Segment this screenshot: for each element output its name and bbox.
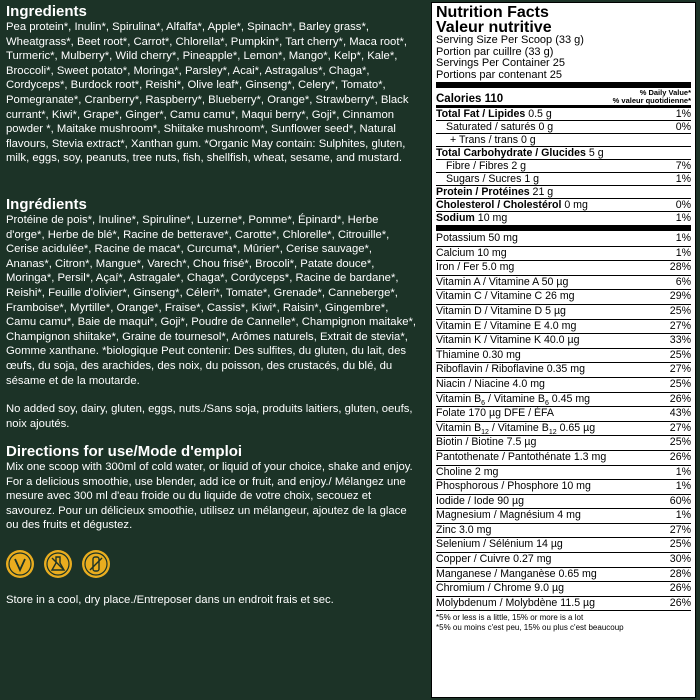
micro-row [436, 494, 691, 509]
macro-row [436, 133, 691, 146]
calories-label: Calories 110 [436, 93, 504, 105]
daily-value: 0% [675, 199, 691, 211]
nutrient-label: Vitamin K / Vitamine K 40.0 µg [436, 334, 580, 347]
dv-header [613, 89, 691, 105]
calories-row [436, 89, 691, 105]
micro-row [436, 348, 691, 363]
daily-value: 6% [675, 275, 691, 288]
micro-row [436, 246, 691, 261]
micro-row [436, 275, 691, 290]
nutrient-label: Niacin / Niacine 4.0 mg [436, 377, 545, 390]
micro-row [436, 596, 691, 611]
macro-row [436, 172, 691, 185]
nutrient-label: Iron / Fer 5.0 mg [436, 261, 515, 274]
nutrient-label: Biotin / Biotine 7.5 µg [436, 436, 537, 449]
nutrient-label: Pantothenate / Pantothénate 1.3 mg [436, 450, 607, 463]
servings-fr: Portions par contenant 25 [436, 68, 562, 81]
nutrient-label: Sodium 10 mg [436, 212, 508, 224]
daily-value: 25% [669, 304, 691, 317]
daily-value: 25% [669, 538, 691, 551]
micro-row [436, 304, 691, 319]
badge-icons [6, 550, 110, 578]
micro-row [436, 377, 691, 392]
ingredients-fr-text: Protéine de pois*, Inuline*, Spiruline*, Luzerne*, Pomme*, Épinard*, Herbe d'orge*, Herbe de blé*, Racine de betterave*, Carotte*, Chlorelle*, Citrouille*, Cerise acidulée*, Racine de maca*, Curcuma*, Mûrier*, Cerise sauvage*, Ananas*, Citron*, Mangue*, Varech*, Chou frisé*, Brocoli*, Patate douce*, Moringa*, Persil*, Açaí*, Astragale*, Chaga*, Cordyceps*, Racine de bardane*, Reishi*, Feuille d'olivier*, Ginseng*, Céleri*, Tomate*, Grenade*, Canneberge*, Framboise*, Myrtille*, Orange*, Fraise*, Cassis*, Kiwi*, Raisin*, Gingembre*, Camu camu*, Baie de maqui*, Goji*, Poudre de Cannelle*, Champignon maitake*, Champignon shiitake*, Graine de tournesol*, Arômes naturels, Extrait de stevia*, Gomme xanthane. *biologique Peut contenir: Des sulfites, du gluten, du lait, des œufs, du soja, des arachides, des noix, du poisson, des crustacés, du blé, du sésame et de la moutarde. [6, 214, 417, 387]
vegan-icon [6, 550, 34, 578]
nutrition-title-en: Nutrition Facts [436, 4, 549, 21]
daily-value: 0% [675, 121, 691, 133]
nutrient-label: Cholesterol / Cholestérol 0 mg [436, 199, 588, 211]
micro-row [436, 392, 691, 407]
daily-value: 33% [669, 334, 691, 347]
nutrient-label: Copper / Cuivre 0.27 mg [436, 553, 552, 566]
nutrient-label: Vitamin C / Vitamine C 26 mg [436, 290, 575, 303]
daily-value: 27% [669, 319, 691, 332]
daily-value: 25% [669, 436, 691, 449]
nutrient-label: Iodide / Iode 90 µg [436, 494, 524, 507]
daily-value: 1% [675, 509, 691, 522]
nutrient-label: Molybdenum / Molybdène 11.5 µg [436, 596, 596, 609]
micro-row [436, 435, 691, 450]
micro-row [436, 362, 691, 377]
footnote [436, 610, 691, 632]
flask-icon [44, 550, 72, 578]
daily-value: 27% [669, 421, 691, 434]
micro-row [436, 260, 691, 275]
nutrient-label: Zinc 3.0 mg [436, 523, 492, 536]
ingredients-fr-heading: Ingrédients [6, 196, 87, 213]
footnote-fr: *5% ou moins c'est peu, 15% ou plus c'est beaucoup [436, 622, 624, 632]
nutrient-label: + Trans / trans 0 g [450, 134, 536, 146]
daily-value: 25% [669, 348, 691, 361]
nutrient-label: Magnesium / Magnésium 4 mg [436, 509, 581, 522]
storage-text: Store in a cool, dry place./Entreposer dans un endroit frais et sec. [6, 594, 334, 606]
micro-row [436, 537, 691, 552]
nutrient-label: Chromium / Chrome 9.0 µg [436, 582, 564, 595]
free-from-text: No added soy, dairy, gluten, eggs, nuts./Sans soja, produits laitiers, gluten, oeufs, noix ajoutés. [6, 403, 413, 430]
macro-row [436, 185, 691, 198]
micro-row [436, 581, 691, 596]
micro-row [436, 479, 691, 494]
nutrient-label: Vitamin A / Vitamine A 50 µg [436, 275, 569, 288]
daily-value: 26% [669, 392, 691, 405]
dv-header-fr: % valeur quotidienne* [612, 96, 691, 105]
footnote-en: *5% or less is a little, 15% or more is a lot [436, 613, 584, 623]
micro-row [436, 567, 691, 582]
micro-row [436, 508, 691, 523]
nutrition-facts-panel [431, 2, 696, 698]
nutrient-label: Vitamin $B_6$ / Vitamine $B_6$ 0.45 mg [436, 392, 591, 407]
daily-value: 43% [669, 407, 691, 420]
nutrient-label: Choline 2 mg [436, 465, 499, 478]
macro-row [436, 108, 691, 120]
daily-value: 30% [669, 553, 691, 566]
macro-row [436, 198, 691, 211]
micro-row [436, 523, 691, 538]
nutrient-label: Phosphorous / Phosphore 10 mg [436, 480, 591, 493]
ingredients-heading: Ingredients [6, 3, 87, 20]
no-gluten-icon [82, 550, 110, 578]
nutrition-title-fr: Valeur nutritive [436, 19, 552, 36]
micro-row [436, 289, 691, 304]
daily-value: 7% [675, 160, 691, 172]
micro-rows [436, 232, 691, 610]
micro-row [436, 421, 691, 436]
nutrient-label: Sugars / Sucres 1 g [446, 173, 540, 185]
nutrient-label: Manganese / Manganèse 0.65 mg [436, 567, 597, 580]
nutrient-label: Vitamin D / Vitamine D 5 µg [436, 304, 566, 317]
daily-value: 1% [675, 173, 691, 185]
daily-value: 1% [675, 465, 691, 478]
daily-value: 26% [669, 450, 691, 463]
daily-value: 1% [675, 108, 691, 120]
macro-row [436, 120, 691, 133]
nutrient-label: Calcium 10 mg [436, 246, 507, 259]
daily-value: 1% [675, 480, 691, 493]
daily-value: 1% [675, 232, 691, 244]
daily-value: 29% [669, 290, 691, 303]
micro-row [436, 450, 691, 465]
micro-row [436, 406, 691, 421]
dv-header-en: % Daily Value* [639, 88, 691, 97]
servings-en: Servings Per Container 25 [436, 57, 566, 69]
serving-size-en: Serving Size Per Scoop (33 g) [436, 34, 584, 46]
nutrient-label: Protein / Protéines 21 g [436, 186, 554, 198]
nutrient-label: Thiamine 0.30 mg [436, 348, 521, 361]
daily-value: 26% [669, 582, 691, 595]
nutrient-label: Riboflavin / Riboflavine 0.35 mg [436, 363, 585, 376]
serving-size-fr: Portion par cuillre (33 g) [436, 45, 554, 58]
daily-value: 60% [669, 494, 691, 507]
micro-row [436, 232, 691, 246]
daily-value: 25% [669, 377, 691, 390]
micro-row [436, 465, 691, 480]
nutrient-label: Vitamin $B_{12}$ / Vitamine $B_{12}$ 0.65 µg [436, 421, 596, 436]
directions-heading: Directions for use/Mode d'emploi [6, 443, 243, 460]
nutrient-label: Potassium 50 mg [436, 232, 518, 244]
nutrient-label: Fibre / Fibres 2 g [446, 160, 527, 172]
daily-value: 26% [669, 596, 691, 609]
daily-value: 1% [675, 246, 691, 259]
nutrient-label: Total Carbohydrate / Glucides 5 g [436, 147, 604, 159]
macro-rows [436, 108, 691, 224]
nutrient-label: Folate 170 µg DFE / ÉFA [436, 407, 554, 420]
daily-value: 1% [675, 212, 691, 224]
micro-row [436, 552, 691, 567]
macro-row [436, 211, 691, 224]
daily-value: 28% [669, 261, 691, 274]
macro-row [436, 146, 691, 159]
nutrient-label: Saturated / saturés 0 g [446, 121, 554, 133]
nutrient-label: Selenium / Sélénium 14 µg [436, 538, 563, 551]
ingredients-text: Pea protein*, Inulin*, Spirulina*, Alfalfa*, Apple*, Spinach*, Barley grass*, Wheatgrass*, Beet root*, Carrot*, Chlorella*, Pumpkin*, Tart cherry*, Maca root*, Turmeric*, Mulberry*, Wild cherry*, Pineapple*, Lemon*, Mango*, Kelp*, Kale*, Broccoli*, Sweet potato*, Moringa*, Parsley*, Acai*, Astragalus*, Chaga*, Cordyceps*, Burdock root*, Reishi*, Olive leaf*, Ginseng*, Celery*, Tomato*, Pomegranate*, Cranberry*, Raspberry*, Blueberry*, Orange*, Strawberry*, Black currant*, Kiwi*, Grape*, Ginger*, Camu camu*, Maqui berry*, Goji*, Cinnamon powder *, Maitake mushroom*, Shiitake mushroom*, Sunflower seed*, Natural flavours, Stevia extract*, Xanthan gum. *Organic May contain: Sulphites, gluten, milk, eggs, soy, peanuts, tree nuts, fish, shellfish, wheat, sesame, and mustard. [6, 21, 409, 165]
micro-row [436, 333, 691, 348]
daily-value: 27% [669, 363, 691, 376]
daily-value: 27% [669, 523, 691, 536]
nutrient-label: Total Fat / Lipides 0.5 g [436, 108, 552, 120]
directions-text: Mix one scoop with 300ml of cold water, or liquid of your choice, shake and enjoy. For a delicious smoothie, use blender, add ice or fruit, and enjoy./ Mélangez une mesure avec 300 ml d'eau froide ou du liquide de votre choix, secouez et savourez. Pour un délicieux smoothie, utilisez un mélangeur, ajoutez de la glace ou des fruits et dégustez. [6, 461, 413, 532]
macro-row [436, 159, 691, 172]
micro-row [436, 319, 691, 334]
divider [436, 225, 691, 231]
daily-value: 28% [669, 567, 691, 580]
nutrient-label: Vitamin E / Vitamine E 4.0 mg [436, 319, 577, 332]
